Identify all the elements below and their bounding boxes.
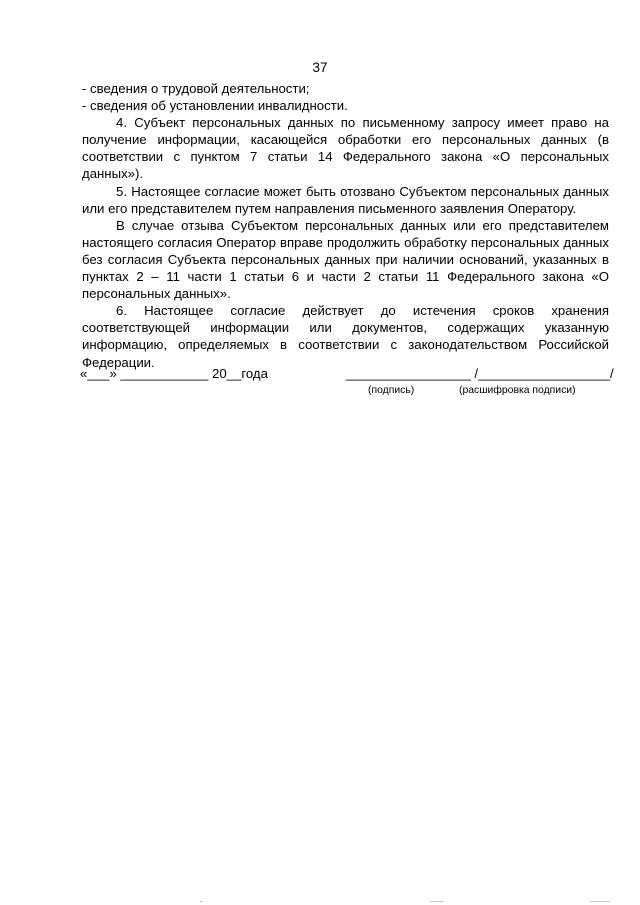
scan-artifact [200, 901, 203, 902]
paragraph-clause-4: 4. Субъект персональных данных по письменному запросу имеет право на получение информации, касающейся обработки его персональных данных (в соответствии с пунктом 7 статьи 14 Федерального закона «О персональных данных»). [82, 115, 609, 182]
document-body [82, 80, 609, 371]
date-line: «___» ____________ 20__года [80, 366, 268, 381]
scan-artifact [590, 901, 610, 902]
paragraph-employment-info: - сведения о трудовой деятельности; [82, 81, 310, 96]
page-number: 37 [312, 60, 328, 75]
signature-block [0, 366, 640, 406]
signature-caption: (подпись) [368, 385, 415, 396]
signature-decoding-caption: (расшифровка подписи) [459, 385, 576, 396]
signature-lines: _________________ /__________________/ [346, 366, 614, 381]
paragraph-clause-5: 5. Настоящее согласие может быть отозвано Субъектом персональных данных или его представителем путем направления письменного заявления Оператору. [82, 183, 609, 216]
paragraph-withdrawal: В случае отзыва Субъектом персональных данных или его представителем настоящего согласия Оператор вправе продолжить обработку персональных данных без согласия Субъекта персональных данных при наличии оснований, указанных в пунктах 2 – 11 части 1 статьи 6 и части 2 статьи 11 Федерального закона «О персональных данных». [82, 217, 609, 302]
paragraph-clause-6: 6. Настоящее согласие действует до истечения сроков хранения соответствующей информации или документов, содержащих указанную информацию, определяемых в соответствии с законодательством Российской Федерации. [82, 303, 609, 370]
paragraph-disability-info: - сведения об установлении инвалидности. [82, 98, 348, 114]
scan-artifact [430, 901, 444, 902]
